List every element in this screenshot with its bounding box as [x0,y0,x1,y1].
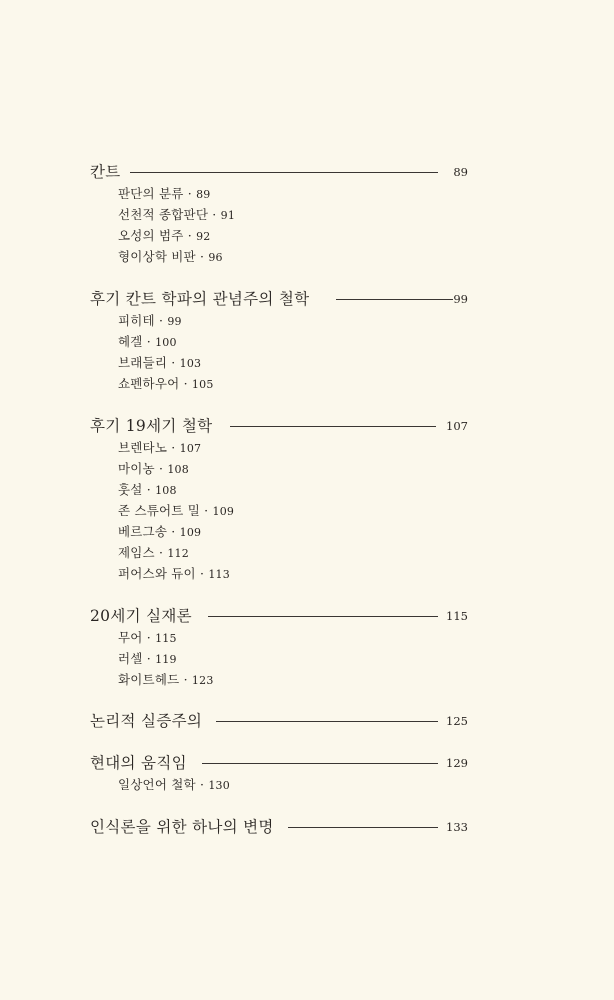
toc-subentry-page: 105 [191,378,214,391]
separator-dot: · [142,334,156,349]
toc-entry [90,159,468,185]
toc-subentry-page: 89 [196,188,211,201]
toc-subentry-label: 존 스튜어트 밀 [118,503,200,518]
toc-subentry-label: 쇼펜하우어 [118,376,180,391]
toc-subentry-label: 피히테 [118,313,155,328]
toc-subentry [118,226,211,246]
toc-subentry-page: 113 [208,568,230,581]
toc-subentry [118,775,230,795]
toc-entry [90,413,468,439]
toc-entry-page: 125 [446,714,468,728]
toc-subentry [118,564,230,584]
toc-subentry-page: 96 [208,251,223,264]
toc-entry [90,750,468,776]
toc-subentry-label: 훗설 [118,482,143,497]
toc-subentry [118,311,182,331]
toc-subentry-page: 112 [167,547,189,560]
toc-subentry-page: 109 [212,505,235,518]
toc-entry-title: 현대의 움직임 [90,754,187,772]
toc-subentry [118,332,177,352]
toc-subentry [118,374,214,394]
toc-entry-page: 129 [446,756,468,770]
separator-dot: · [200,503,213,518]
separator-dot: · [183,186,197,201]
toc-subentry-page: 108 [155,484,177,497]
toc-subentry [118,205,235,225]
toc-entry-page: 89 [453,165,468,179]
toc-subentry [118,438,201,458]
separator-dot: · [142,630,156,645]
leader-rule [230,426,436,427]
leader-rule [202,763,438,764]
separator-dot: · [142,482,156,497]
toc-subentry-label: 판단의 분류 [118,186,184,201]
toc-subentry-page: 115 [155,632,177,645]
toc-subentry [118,649,177,669]
toc-entry [90,286,468,312]
toc-subentry-label: 퍼어스와 듀이 [118,566,196,581]
separator-dot: · [142,651,156,666]
toc-subentry-label: 형이상학 비판 [118,249,196,264]
toc-subentry [118,543,189,563]
toc-subentry-label: 브래들리 [118,355,168,370]
toc-entry-title: 인식론을 위한 하나의 변명 [90,818,274,836]
toc-entry-title: 20세기 실재론 [90,607,192,625]
separator-dot: · [183,228,197,243]
toc-subentry-label: 베르그송 [118,524,168,539]
leader-rule [288,827,438,828]
leader-rule [130,172,438,173]
separator-dot: · [154,545,168,560]
separator-dot: · [195,249,209,264]
separator-dot: · [167,524,180,539]
separator-dot: · [154,313,168,328]
toc-entry-title: 논리적 실증주의 [90,712,203,730]
toc-subentry [118,353,201,373]
toc-subentry-page: 107 [179,442,202,455]
toc-subentry-label: 러셀 [118,651,143,666]
leader-rule [336,299,453,300]
toc-subentry-label: 일상언어 철학 [118,777,196,792]
toc-subentry [118,501,234,521]
separator-dot: · [167,355,180,370]
toc-subentry-page: 119 [155,653,177,666]
toc-subentry [118,522,201,542]
toc-subentry [118,480,177,500]
toc-subentry-page: 100 [155,336,177,349]
leader-rule [208,616,438,617]
toc-subentry-label: 무어 [118,630,143,645]
toc-entry-page: 115 [446,609,468,623]
toc-subentry [118,184,211,204]
toc-entry-page: 99 [453,292,468,306]
separator-dot: · [195,566,209,581]
toc-subentry [118,459,189,479]
toc-entry [90,814,468,840]
separator-dot: · [208,207,221,222]
toc-entry-page: 107 [446,419,468,433]
toc-subentry-label: 화이트헤드 [118,672,180,687]
separator-dot: · [179,672,192,687]
toc-subentry-page: 109 [179,526,202,539]
toc-subentry-label: 브렌타노 [118,440,168,455]
toc-entry-title: 후기 19세기 철학 [90,417,213,435]
toc-subentry-label: 오성의 범주 [118,228,184,243]
toc-subentry-page: 91 [220,209,236,222]
toc-subentry-page: 103 [179,357,202,370]
toc-subentry-page: 92 [196,230,211,243]
toc-subentry-label: 헤겔 [118,334,143,349]
toc-entry [90,708,468,734]
toc-entry-page: 133 [446,820,468,834]
toc-subentry [118,247,223,267]
toc-entry-title: 칸트 [90,163,121,181]
toc-subentry-label: 제임스 [118,545,155,560]
toc-subentry [118,670,214,690]
toc-subentry-label: 선천적 종합판단 [118,207,209,222]
separator-dot: · [195,777,209,792]
separator-dot: · [167,440,180,455]
toc-subentry-page: 130 [208,779,230,792]
toc-subentry-page: 123 [191,674,214,687]
leader-rule [216,721,438,722]
separator-dot: · [179,376,192,391]
toc-subentry-page: 108 [167,463,189,476]
separator-dot: · [154,461,168,476]
toc-entry [90,603,468,629]
toc-subentry-page: 99 [167,315,182,328]
toc-entry-title: 후기 칸트 학파의 관념주의 철학 [90,290,310,308]
toc-subentry-label: 마이농 [118,461,155,476]
toc-subentry [118,628,177,648]
